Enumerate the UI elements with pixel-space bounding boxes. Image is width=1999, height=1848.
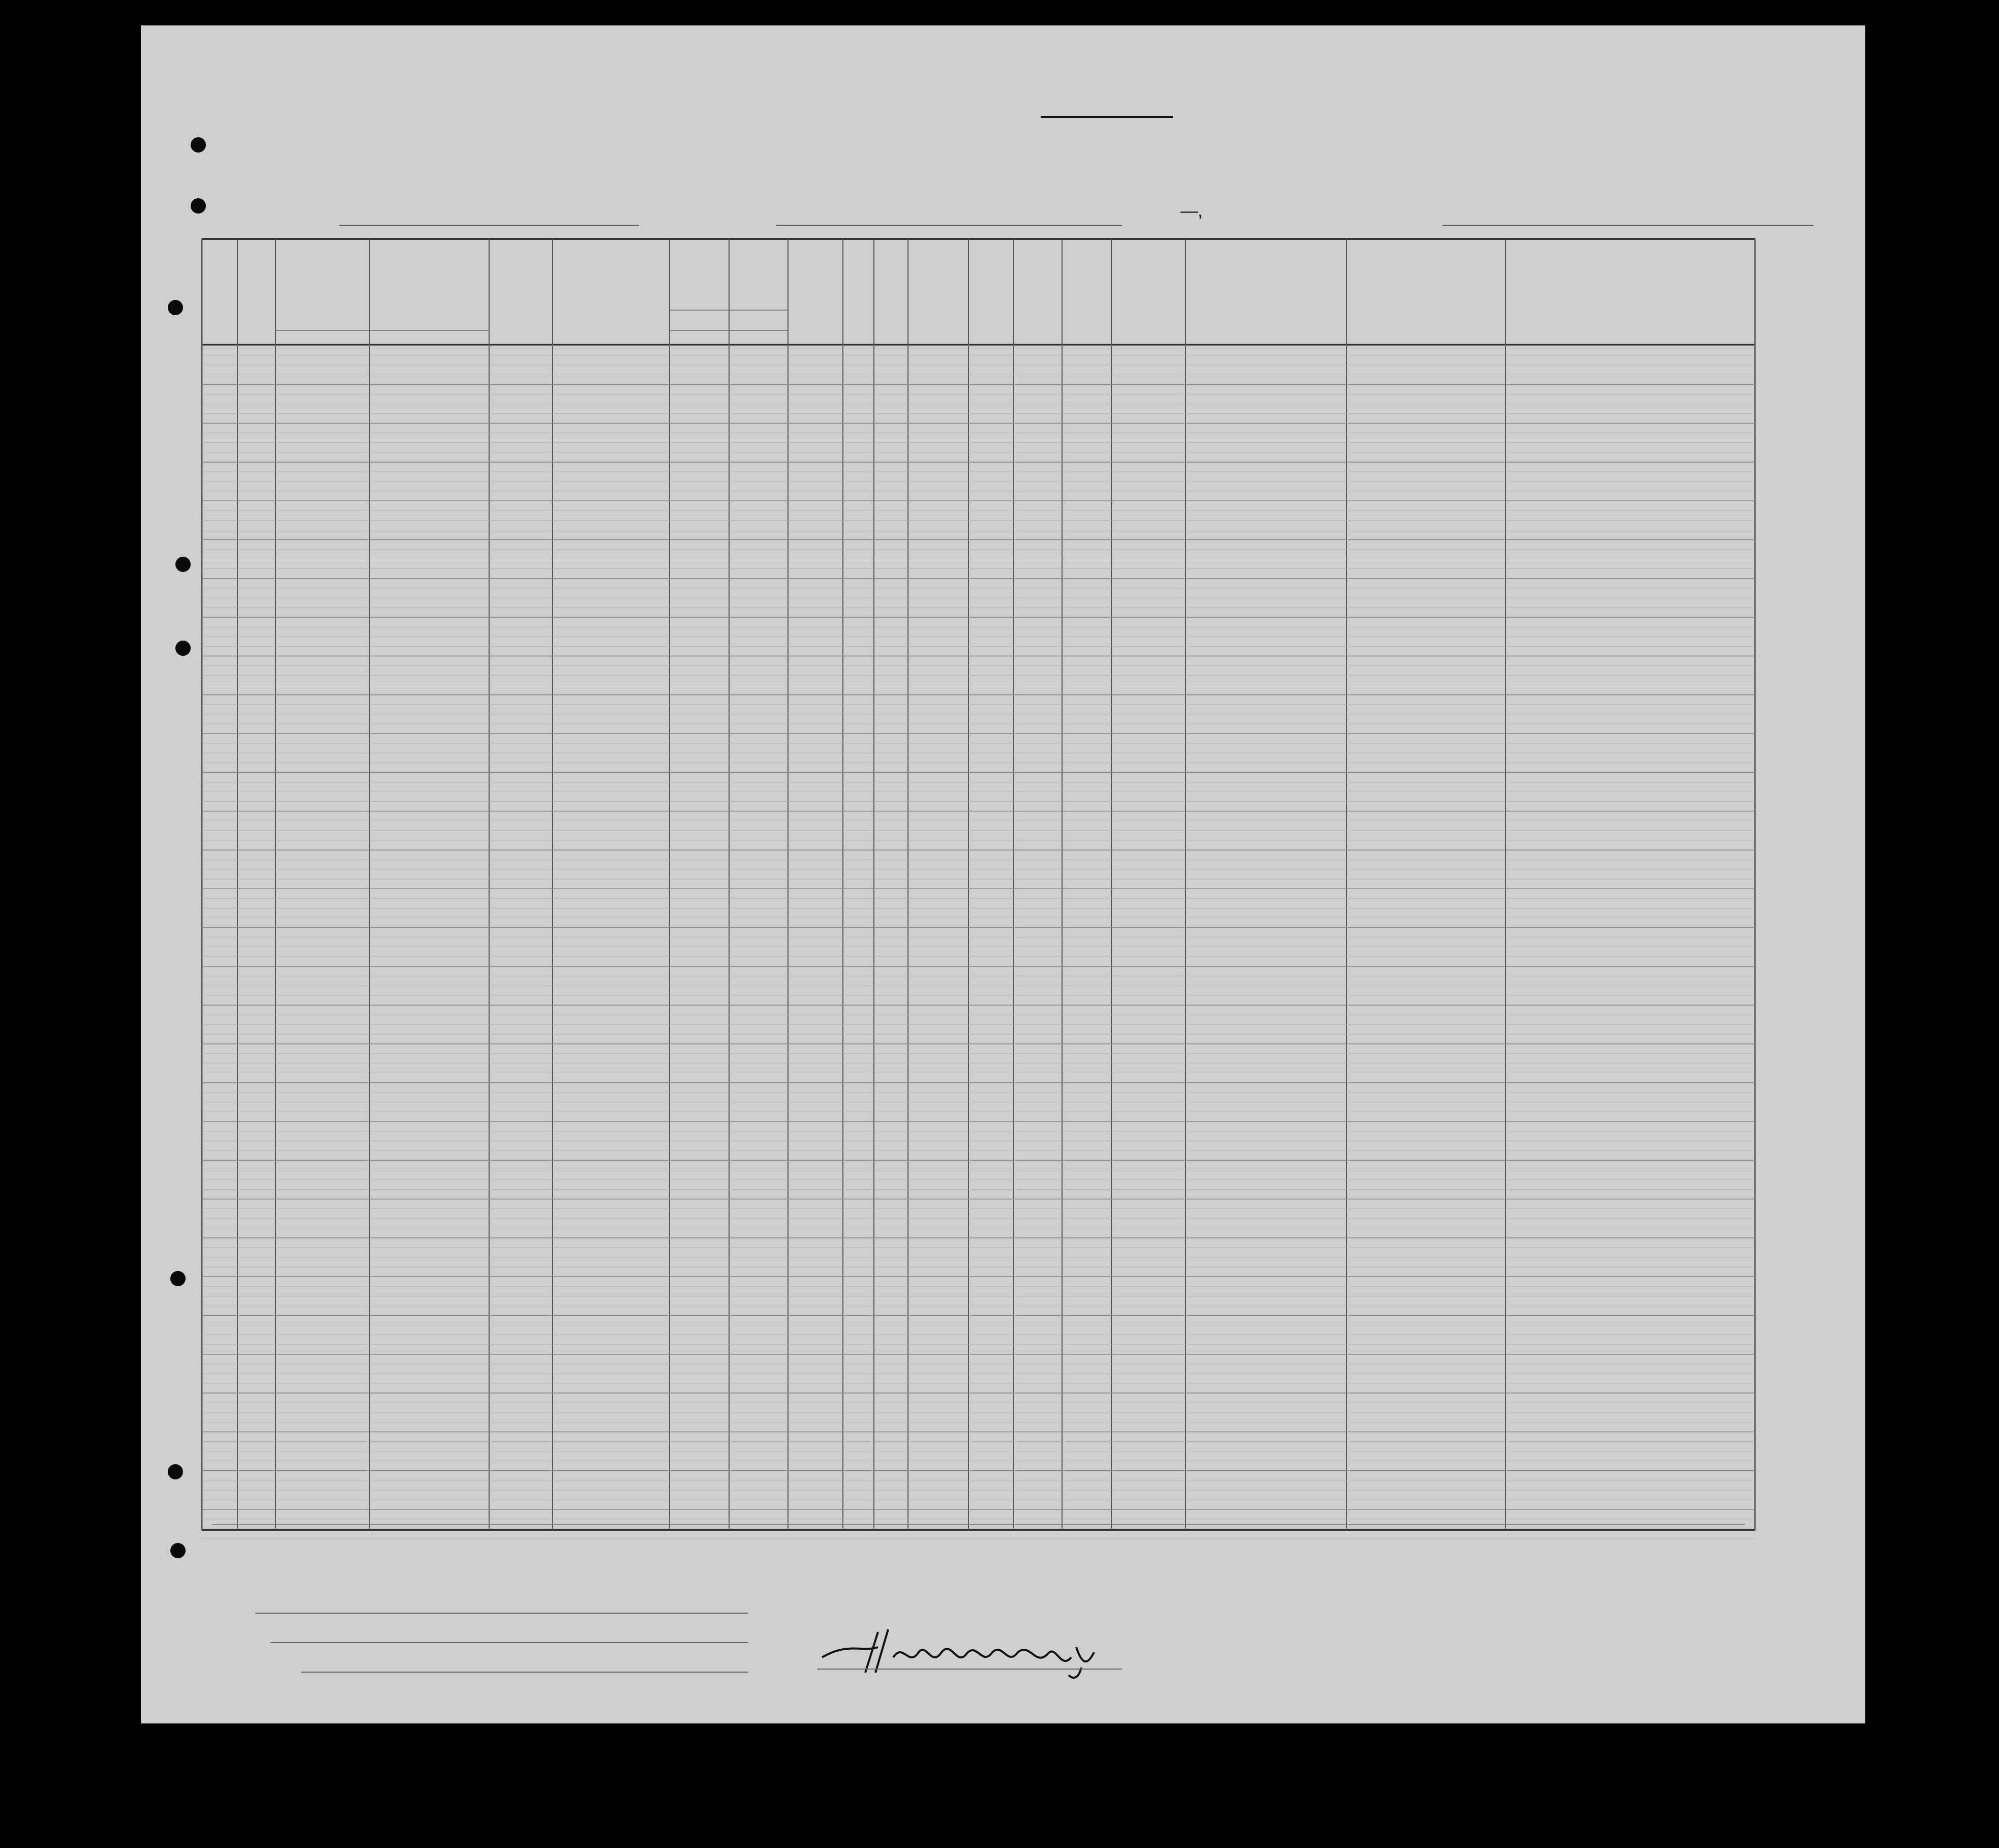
binder-hole <box>168 1464 183 1479</box>
inspector-underline <box>817 1669 1122 1670</box>
manifest-grid <box>141 25 1865 1723</box>
line-underline <box>255 1613 748 1614</box>
owners-underline <box>270 1642 748 1643</box>
date-dash: —, <box>1180 201 1203 221</box>
binder-hole <box>175 641 191 656</box>
manifest-sheet <box>141 25 1865 1723</box>
binder-hole <box>191 198 206 214</box>
agents-underline <box>301 1672 748 1673</box>
inspector-signature <box>817 1622 1132 1683</box>
binder-hole <box>170 1271 186 1286</box>
binder-hole <box>175 557 191 572</box>
binder-hole <box>168 300 183 315</box>
binder-hole <box>170 1543 186 1558</box>
binder-hole <box>191 137 206 153</box>
